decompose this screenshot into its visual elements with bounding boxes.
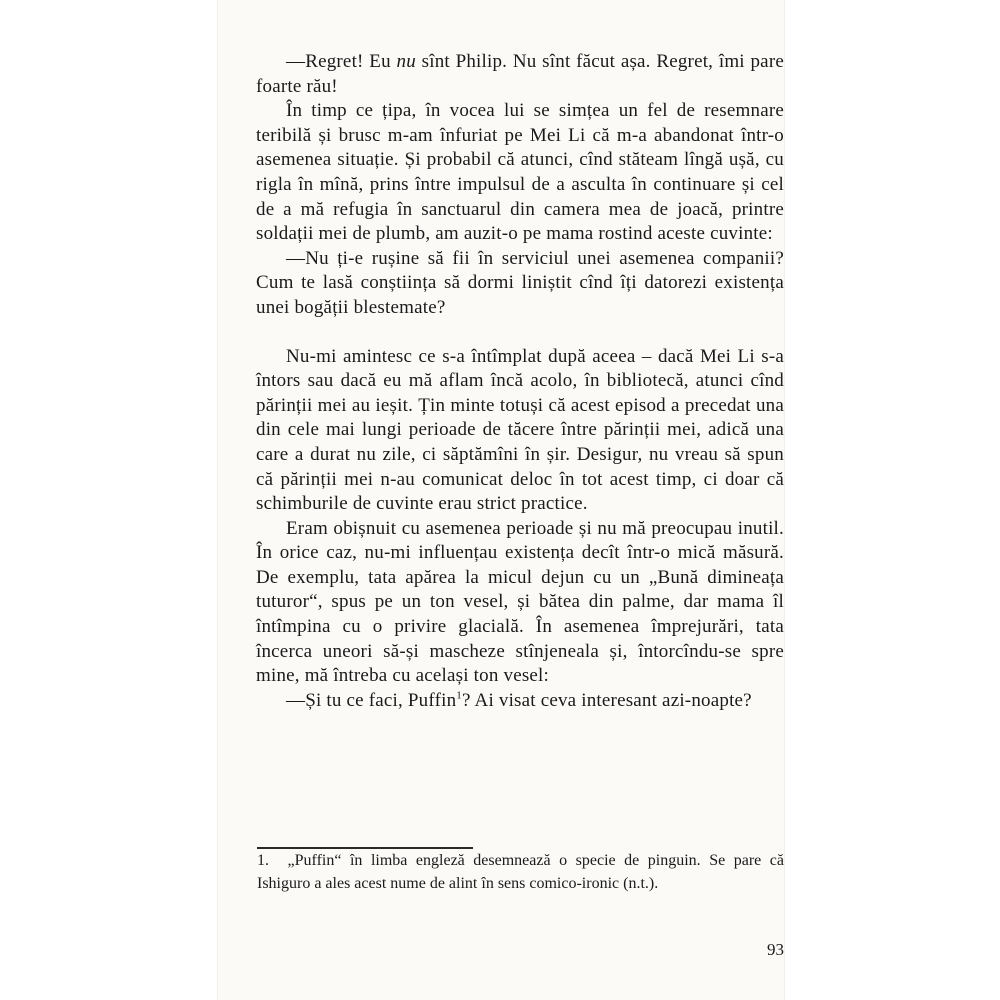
paragraph: —Regret! Eu nu sînt Philip. Nu sînt făcut așa. Regret, îmi pare foarte rău! <box>256 51 784 97</box>
footnote <box>257 850 784 895</box>
footnote-text: „Puffin“ în limba engleză desemnează o specie de pinguin. Se pare că Ishiguro a ales acest nume de alint în sens comico-ironic (n.t.). <box>257 852 784 892</box>
paragraph: —Nu ți-e rușine să fii în serviciul unei asemenea companii? Cum te lasă conștiința să dormi liniștit cînd îți datorezi existența unei bogății blestemate? <box>256 247 784 318</box>
paragraph: Eram obișnuit cu asemenea perioade și nu mă preocupau inutil. În orice caz, nu-mi influențau existența decît într-o mică măsură. De exemplu, tata apărea la micul dejun cu un „Bună dimineața tuturor“, spus pe un ton vesel, și bătea din palme, dar mama îl întîmpina cu o privire glacială. În asemenea împrejurări, tata încerca uneori să-și mascheze stînjeneala și, întorcîndu-se spre mine, mă întreba cu același ton vesel: <box>256 517 784 687</box>
page-number: 93 <box>767 940 784 959</box>
footnote-number: 1. <box>257 852 269 869</box>
paragraph: —Și tu ce faci, Puffin$^1$? Ai visat ceva interesant azi-noapte? <box>286 689 752 711</box>
footnote-marker: 1 <box>456 689 462 702</box>
paragraph: Nu-mi amintesc ce s-a întîmplat după aceea – dacă Mei Li s-a întors sau dacă eu mă aflam încă acolo, în bibliotecă, atunci cînd părinții mei au ieșit. Țin minte totuși că acest episod a precedat una din cele mai lungi perioade de tăcere între părinții mei, adică una care a durat nu zile, ci săptămîni în șir. Desigur, nu vreau să spun că părinții mei n-au comunicat deloc în tot acest timp, ci doar că schimburile de cuvinte erau strict practice. <box>256 345 784 515</box>
paragraph: În timp ce țipa, în vocea lui se simțea un fel de resemnare teribilă și brusc m-am înfuriat pe Mei Li că m-a abandonat într-o asemenea situație. Și probabil că atunci, cînd stăteam lîngă ușă, cu rigla în mînă, prins între impulsul de a asculta în continuare și cel de a mă refugia în sanctuarul din camera mea de joacă, printre soldații mei de plumb, am auzit-o pe mama rostind aceste cuvinte: <box>256 100 784 245</box>
footnote-divider <box>257 847 473 849</box>
body-text <box>256 50 784 713</box>
